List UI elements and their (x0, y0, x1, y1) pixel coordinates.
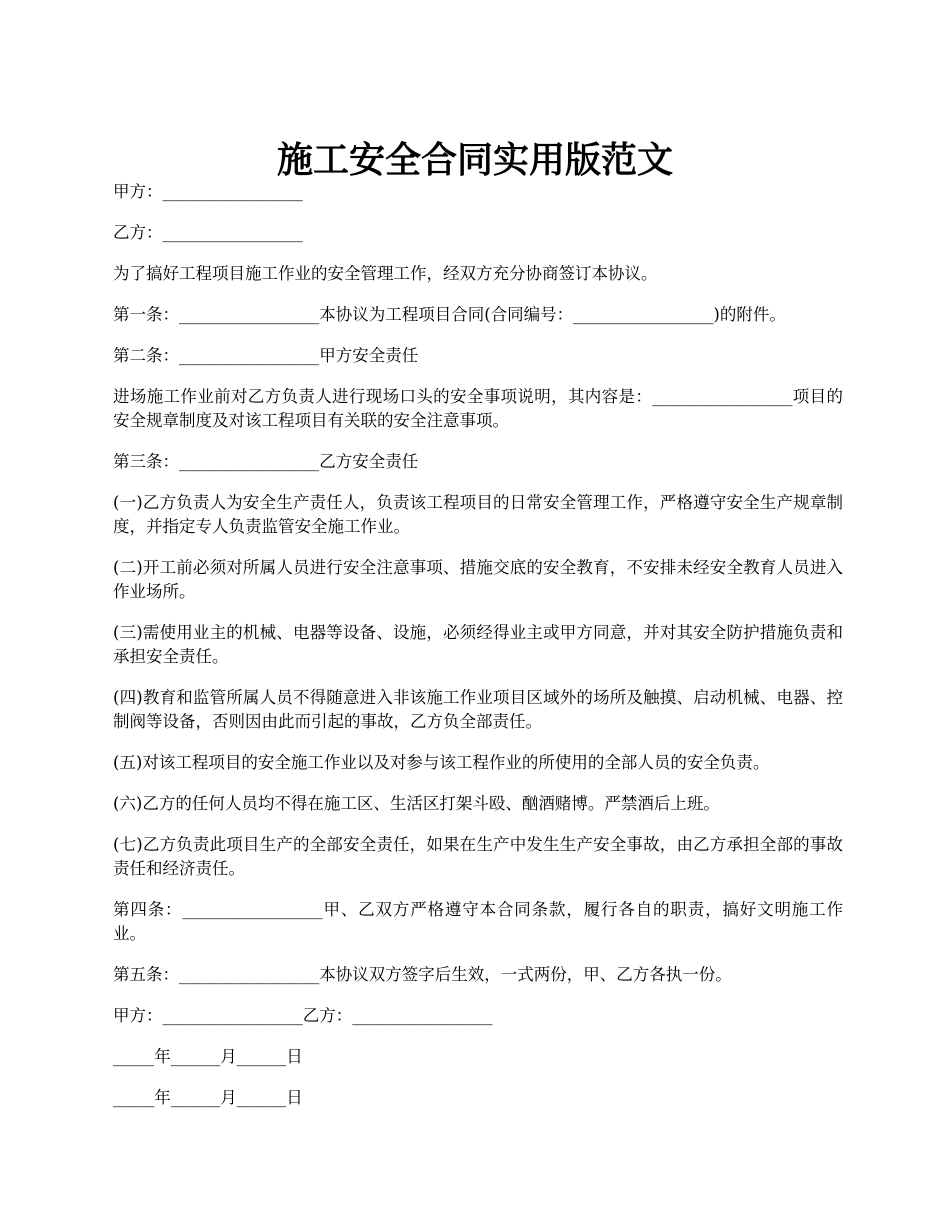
article-2-paragraph: 进场施工作业前对乙方负责人进行现场口头的安全事项说明，其内容是：_________________项目的安全规章制度及对该工程项目有关联的安全注意事项。 (113, 387, 843, 430)
article-3-heading: 第三条：_________________乙方安全责任 (113, 452, 419, 471)
party-a-line: 甲方：_________________ (113, 182, 303, 201)
clause-5-paragraph: (五)对该工程项目的安全施工作业以及对参与该工程作业的所使用的全部人员的安全负责。 (113, 753, 770, 772)
article-5-paragraph: 第五条：_________________本协议双方签字后生效，一式两份，甲、乙方各执一份。 (113, 965, 732, 984)
clause-7-paragraph: (七)乙方负责此项目生产的全部安全责任，如果在生产中发生生产安全事故，由乙方承担全部的事故责任和经济责任。 (113, 835, 843, 878)
date-line-2: _____年______月______日 (113, 1088, 303, 1107)
page-title: 施工安全合同实用版范文 (276, 139, 673, 182)
article-4-paragraph: 第四条：_________________甲、乙双方严格遵守本合同条款，履行各自的职责，搞好文明施工作业。 (113, 900, 843, 943)
party-b-line: 乙方：_________________ (113, 223, 303, 242)
article-2-heading: 第二条：_________________甲方安全责任 (113, 346, 419, 365)
clause-1-paragraph: (一)乙方负责人为安全生产责任人，负责该工程项目的日常安全管理工作，严格遵守安全生产规章制度，并指定专人负责监管安全施工作业。 (113, 493, 843, 536)
clause-6-paragraph: (六)乙方的任何人员均不得在施工区、生活区打架斗殴、酗酒赌博。严禁酒后上班。 (113, 794, 720, 813)
signature-line: 甲方：_________________乙方：_________________ (113, 1006, 493, 1025)
clause-4-paragraph: (四)教育和监管所属人员不得随意进入非该施工作业项目区域外的场所及触摸、启动机械、电器、控制阀等设备，否则因由此而引起的事故，乙方负全部责任。 (113, 688, 843, 731)
document-body (113, 180, 843, 1127)
article-1-paragraph: 第一条：_________________本协议为工程项目合同(合同编号：_________________)的附件。 (113, 305, 786, 324)
clause-3-paragraph: (三)需使用业主的机械、电器等设备、设施，必须经得业主或甲方同意，并对其安全防护措施负责和承担安全责任。 (113, 623, 843, 666)
clause-2-paragraph: (二)开工前必须对所属人员进行安全注意事项、措施交底的安全教育，不安排未经安全教育人员进入作业场所。 (113, 558, 843, 601)
preamble-paragraph: 为了搞好工程项目施工作业的安全管理工作，经双方充分协商签订本协议。 (113, 264, 658, 283)
date-line-1: _____年______月______日 (113, 1047, 303, 1066)
